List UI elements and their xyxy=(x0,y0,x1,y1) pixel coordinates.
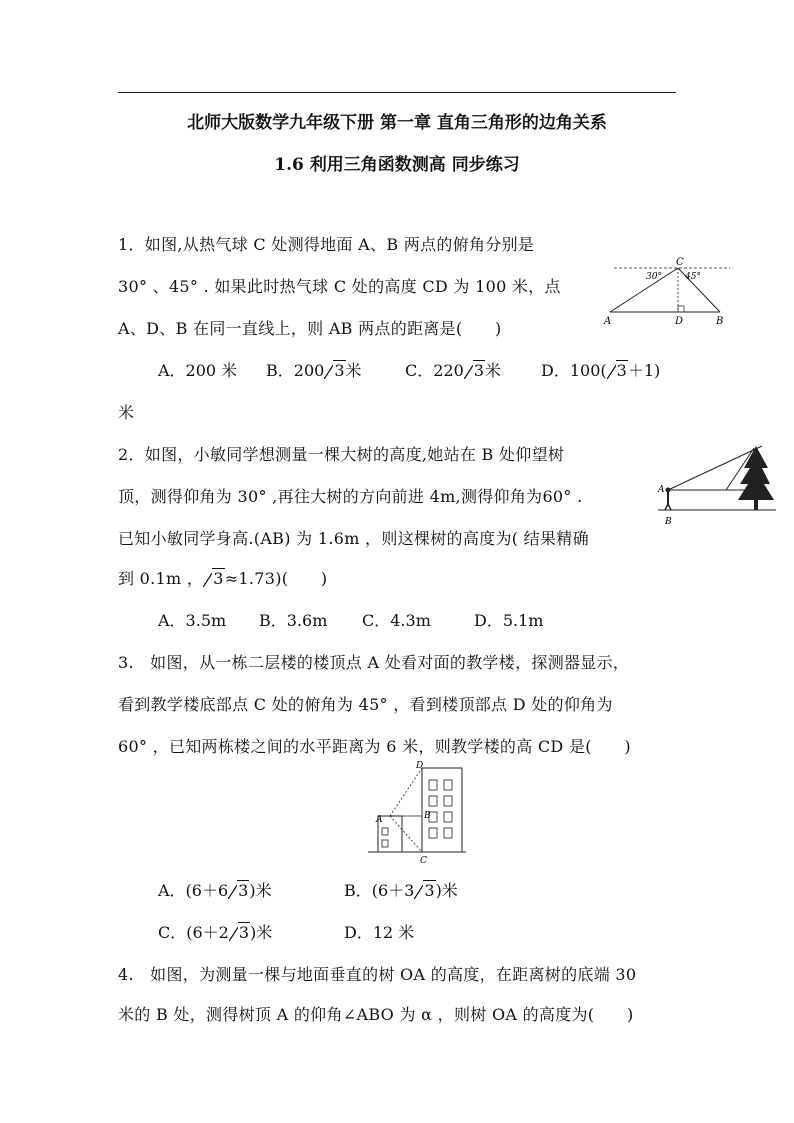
q1-option-c: C．220 3米 xyxy=(405,361,501,380)
q1-line2: 30° 、45° . 如果此时热气球 C 处的高度 CD 为 100 米，点 xyxy=(118,277,561,296)
q1-option-d-unit: 米 xyxy=(118,403,135,422)
q2-option-a: A．3.5m xyxy=(158,611,227,630)
q3-label-c: C xyxy=(420,856,427,866)
q1-line3: A、D、B 在同一直线上，则 AB 两点的距离是( ) xyxy=(118,319,502,338)
q3-line3: 60° ，已知两栋楼之间的水平距离为 6 米，则教学楼的高 CD 是( ) xyxy=(118,737,631,756)
q1-option-d: D．100( 3＋1) xyxy=(541,361,661,380)
q2-label-b: B xyxy=(665,517,672,527)
page-subtitle: 1.6 利用三角函数测高 同步练习 xyxy=(274,155,520,175)
q1-figure xyxy=(602,256,736,328)
q2-figure xyxy=(652,440,782,528)
q4-line2: 米的 B 处，测得树顶 A 的仰角∠ABO 为 α ，则树 OA 的高度为( ) xyxy=(118,1005,634,1024)
q3-option-d: D．12 米 xyxy=(344,923,415,942)
q1-label-45: 45° xyxy=(685,272,701,282)
q1-option-a: A．200 米 xyxy=(158,361,238,380)
header-rule xyxy=(118,92,676,93)
q2-option-d: D．5.1m xyxy=(474,611,544,630)
q1-label-30: 30° xyxy=(646,272,662,282)
page-title: 北师大版数学九年级下册 第一章 直角三角形的边角关系 xyxy=(187,113,607,133)
q1-label-b: B xyxy=(716,316,724,327)
q3-label-d: D xyxy=(416,761,424,771)
q4-line1: 4. 如图，为测量一棵与地面垂直的树 OA 的高度，在距离树的底端 30 xyxy=(118,965,637,984)
q3-option-b: B．(6＋3 3)米 xyxy=(344,881,458,900)
q1-label-d: D xyxy=(675,316,684,327)
q3-line2: 看到教学楼底部点 C 处的俯角为 45° ，看到楼顶部点 D 处的仰角为 xyxy=(118,695,613,714)
q3-label-b: B xyxy=(424,811,431,821)
q3-line1: 3. 如图，从一栋二层楼的楼顶点 A 处看对面的教学楼，探测器显示， xyxy=(118,653,630,672)
q1-line1: 1．如图,从热气球 C 处测得地面 A、B 两点的俯角分别是 xyxy=(118,235,535,254)
q3-option-c: C．(6＋2 3)米 xyxy=(158,923,273,942)
q2-label-a: A xyxy=(658,485,665,495)
q2-option-b: B．3.6m xyxy=(259,611,328,630)
q2-line1: 2．如图，小敏同学想测量一棵大树的高度,她站在 B 处仰望树 xyxy=(118,445,565,464)
q2-option-c: C．4.3m xyxy=(362,611,431,630)
q1-label-c: C xyxy=(676,257,684,268)
q2-line3: 已知小敏同学身高.(AB) 为 1.6m ，则这棵树的高度为( 结果精确 xyxy=(118,529,589,548)
q2-line2: 顶，测得仰角为 30° ,再往大树的方向前进 4m,测得仰角为60° . xyxy=(118,487,583,506)
q3-option-a: A．(6＋6 3)米 xyxy=(158,881,272,900)
q1-label-a: A xyxy=(604,316,612,327)
q3-label-a: A xyxy=(376,815,383,825)
q1-option-b: B．200 3米 xyxy=(266,361,362,380)
q3-figure xyxy=(366,760,470,866)
q2-line4: 到 0.1m ， 3≈1.73)( ) xyxy=(118,569,328,588)
